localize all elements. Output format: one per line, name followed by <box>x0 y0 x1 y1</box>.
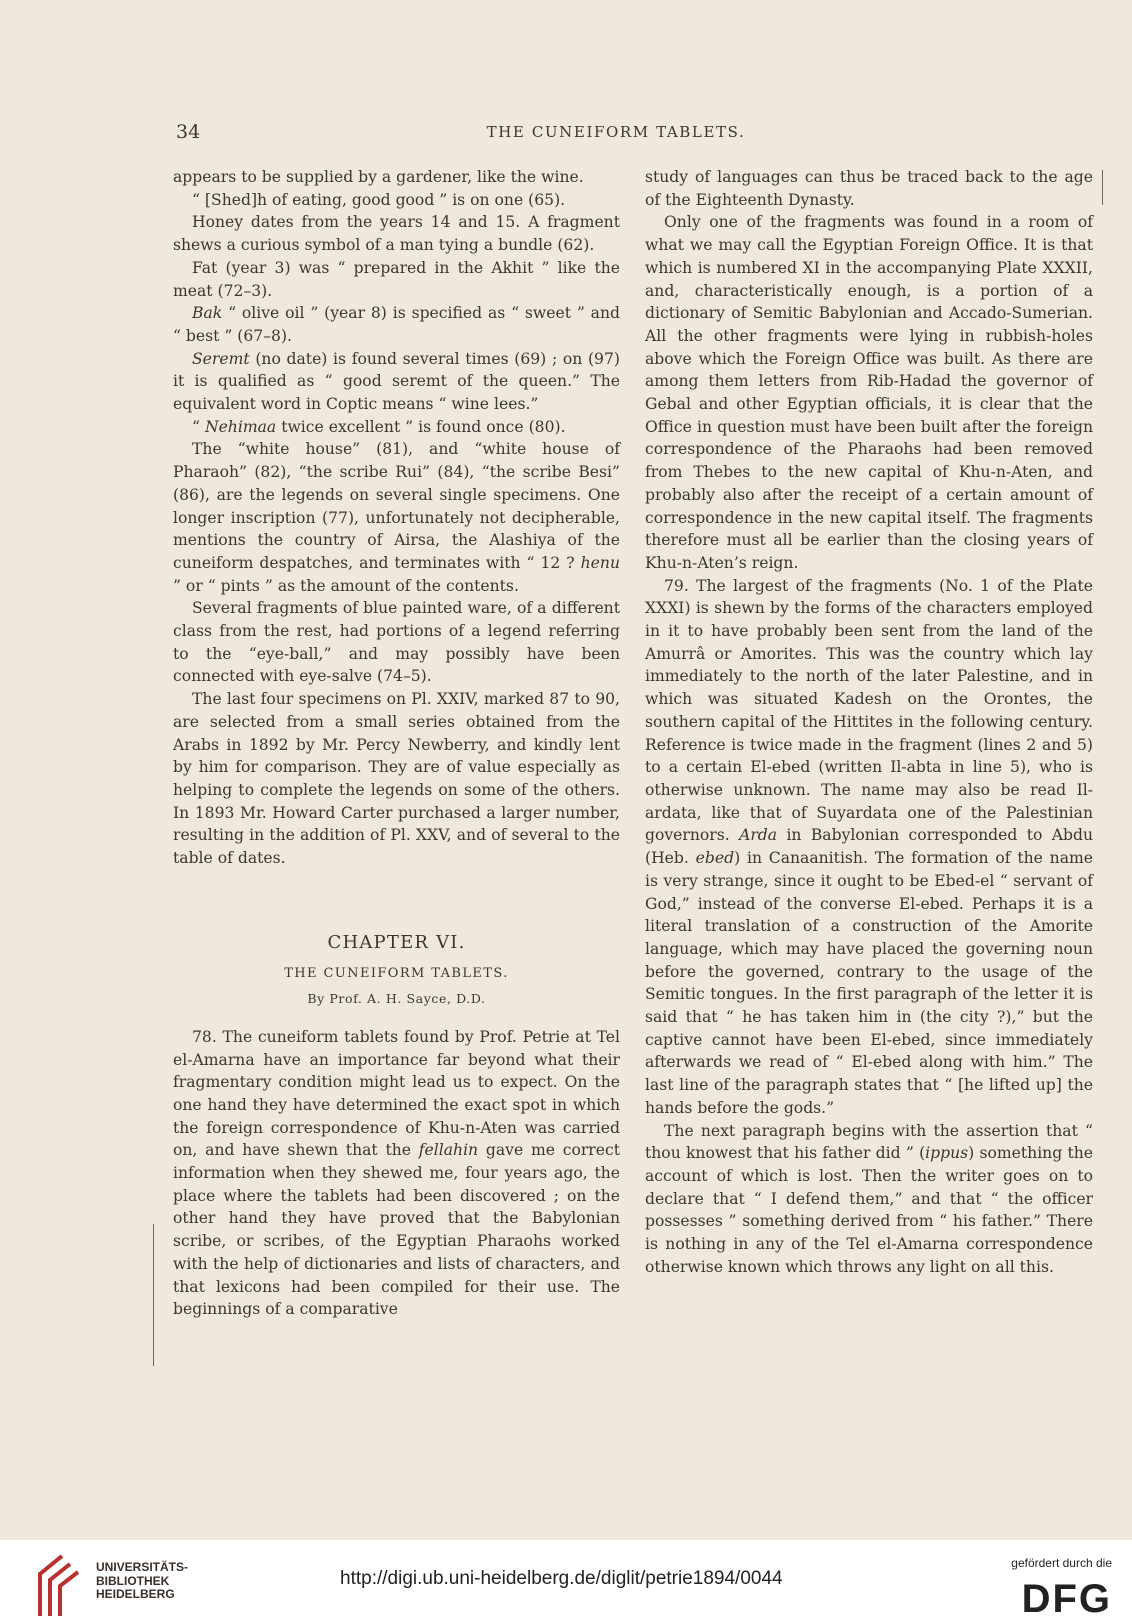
chapter-title: CHAPTER VI. <box>327 931 466 953</box>
paragraph: “ [Shed]h of eating, good good ” is on one (65). <box>192 190 566 209</box>
paragraph: appears to be supplied by a gardener, like the wine. <box>173 168 584 186</box>
left-column <box>173 166 620 1321</box>
paragraph <box>173 438 620 597</box>
paragraph: The last four specimens on Pl. XXIV, marked 87 to 90, are selected from a small series obtained from the Arabs in 1892 by Mr. Percy Newberry, and kindly lent by him for comparison. They are of value especially as helping to complete the legends on some of the others. In 1893 Mr. Howard Carter purchased a larger number, resulting in the addition of Pl. XXV, and of several to the table of dates. <box>173 690 620 868</box>
paragraph-text: twice excellent ” is found once (80). <box>276 417 566 436</box>
paragraph <box>645 1120 1093 1279</box>
dfg-logo: DFG <box>1021 1577 1112 1621</box>
paragraph-text: “ <box>192 417 205 436</box>
paragraph-text: The next paragraph begins with the assertion that “ thou knowest that his father did ” ( <box>645 1121 1093 1163</box>
paragraph: Honey dates from the years 14 and 15. A fragment shews a curious symbol of a man tying a bundle (62). <box>173 213 620 255</box>
running-title: THE CUNEIFORM TABLETS. <box>486 123 746 141</box>
margin-rule <box>1102 170 1103 205</box>
italic-term: Nehimaa <box>204 417 277 436</box>
paragraph-text: “ olive oil ” (year 8) is specified as “ sweet ” and “ best ” (67–8). <box>173 304 620 345</box>
paragraph: Several fragments of blue painted ware, of a different class from the rest, had portions of a legend referring to the “eye-ball,” and may possibly have been connected with eye-salve (74–5). <box>173 599 620 686</box>
italic-term: ebed <box>695 849 735 868</box>
italic-term: fellahin <box>418 1141 479 1160</box>
paragraph-text: ” or “ pints ” as the amount of the contents. <box>173 576 519 595</box>
funder-label: gefördert durch die <box>1011 1556 1112 1570</box>
paragraph <box>173 1026 620 1321</box>
italic-term: ippus <box>925 1144 969 1163</box>
paragraph-text: 78. The cuneiform tablets found by Prof. Petrie at Tel el-Amarna have an importance far beyond what their fragmentary condition might lead us to expect. On the one hand they have determined the exact spot in which the foreign correspondence of Khu-n-Aten was carried on, and have shewn that the <box>173 1027 620 1160</box>
paragraph-text: in Babylonian corresponded to Abdu (Heb. <box>645 826 1093 868</box>
paragraph: study of languages can thus be traced back to the age of the Eighteenth Dynasty. <box>645 168 1093 209</box>
italic-term: Bak <box>192 304 223 323</box>
paragraph-text: The “white house” (81), and “white house of Pharaoh” (82), “the scribe Rui” (84), “the scribe Besi” (86), are the legends on several single specimens. One longer inscription (77), unfortunately not decipherable, mentions the country of Airsa, the Alashiya of the cuneiform despatches, and terminates with “ 12 ? <box>173 440 620 572</box>
institution-name-line: HEIDELBERG <box>96 1587 175 1601</box>
institution-name-line: BIBLIOTHEK <box>96 1573 170 1588</box>
paragraph <box>173 302 620 347</box>
italic-term: Arda <box>739 826 778 845</box>
paragraph-text: ) in Canaanitish. The formation of the name is very strange, since it ought to be Ebed-el “ servant of God,” instead of the converse El-ebed. Perhaps it is a literal translation of a construction of the Amorite language, which may have placed the governing noun before the governed, contrary to the usage of the Semitic tongues. In the first paragraph of the letter it is said that “ he has taken him in (the city ?),” but the captive cannot have been El-ebed, since immediately afterwards we read of “ El-ebed along with him.” The last line of the paragraph states that “ [he lifted up] the hands before the gods.” <box>645 849 1093 1117</box>
margin-rule <box>153 1224 154 1366</box>
institution-name <box>96 1561 188 1602</box>
chapter-subtitle: THE CUNEIFORM TABLETS. <box>284 965 509 981</box>
footer-bar <box>0 1540 1132 1624</box>
running-header <box>176 121 1056 145</box>
paragraph <box>173 348 620 416</box>
chapter-heading-block <box>173 930 620 1012</box>
paragraph-text: (no date) is found several times (69) ; on (97) it is qualified as “ good seremt of the queen.” The equivalent word in Coptic means “ wine lees.” <box>173 349 620 414</box>
paragraph <box>645 575 1093 1120</box>
paragraph-text: ) something the account of which is lost. Then the writer goes on to declare that “ I defend them,” and that “ the officer possesses ” something derived from “ his father.” There is nothing in any of the Tel el-Amarna correspondence otherwise known which throws any light on all this. <box>645 1144 1093 1276</box>
paragraph-text: gave me correct information when they shewed me, four years ago, the place where the tablets had been discovered ; on the other hand they have proved that the Babylonian scribe, or scribes, of the Egyptian Pharaohs worked with the help of dictionaries and lists of characters, and that lexicons had been compiled for their use. The beginnings of a comparative <box>173 1141 620 1319</box>
page-number: 34 <box>176 121 201 143</box>
university-library-logo-icon <box>28 1552 88 1618</box>
paragraph: Only one of the fragments was found in a room of what we may call the Egyptian Foreign Office. It is that which is numbered XI in the accompanying Plate XXXII, and, characteristically enough, is a portion of a dictionary of Semitic Babylonian and Accado-Sumerian. All the other fragments were lying in rubbish-holes above which the Foreign Office was built. As there are among them letters from Rib-Hadad the governor of Gebal and other Egyptian officials, it is clear that the Office in question must have been built after the foreign correspondence of the Pharaohs had been removed from Thebes to the new capital of Khu-n-Aten, and probably also after the receipt of a certain amount of correspondence in the new capital itself. The fragments therefore must all be earlier than the closing years of Khu-n-Aten’s reign. <box>645 213 1093 572</box>
paragraph: Fat (year 3) was “ prepared in the Akhit ” like the meat (72–3). <box>173 258 620 300</box>
right-column <box>645 166 1093 1278</box>
paragraph-text: 79. The largest of the fragments (No. 1 of the Plate XXXI) is shewn by the forms of the characters employed in it to have probably been sent from the land of the Amurrâ or Amorites. This was the country which lay immediately to the north of the later Palestine, and in which was situated Kadesh on the Orontes, the southern capital of the Hittites in the following century. Reference is twice made in the fragment (lines 2 and 5) to a certain El-ebed (written Il-abta in line 5), who is otherwise unknown. The name may also be read Il-ardata, like that of Suyardata one of the Palestinian governors. <box>645 576 1093 845</box>
permalink-url[interactable]: http://digi.ub.uni-heidelberg.de/diglit/petrie1894/0044 <box>340 1568 783 1589</box>
institution-name-line: UNIVERSITÄTS- <box>96 1560 189 1574</box>
chapter-author: By Prof. A. H. Sayce, D.D. <box>307 990 486 1006</box>
italic-term: henu <box>580 553 620 572</box>
paragraph <box>173 416 620 439</box>
italic-term: Seremt <box>192 349 250 368</box>
